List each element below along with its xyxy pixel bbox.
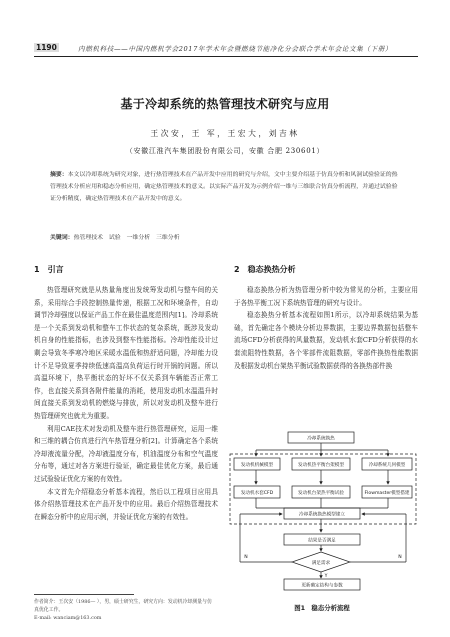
flow-text-cfd-vehicle: 发动机台架热平衡试验 [298, 491, 344, 496]
page-number: 1190 [36, 43, 57, 52]
flow-text-output: 更新确定结构与参数 [301, 583, 343, 589]
flow-text-flowmaster: Flowmaster模型搭建 [364, 491, 410, 496]
right-column [234, 284, 418, 372]
abstract [50, 170, 402, 205]
steady-paragraph: 稳态换热分析为热管理分析中较为常见的分析，主要应用于各热平衡工况下系统热管理的研究与设计。 [234, 286, 418, 307]
section-intro-title: 1 引言 [34, 265, 64, 274]
intro-paragraph: 热管理研究就是从热量角度出发统筹发动机与整车间的关系，采用综合手段控制热量传递，根据工况和环境条件，自动调节冷却强度以保证产品工作在最佳温度范围内[1]。冷却系统是一个关系到发动机和整车工作状态的复杂系统，既涉及发动机自身的性能指标，也涉及到整车性能指标。冷却性能设计过剩会导致冬季寒冷地区采暖水温低和热舒适问题，冷却能力设计不足导致夏季持续低速高温高负荷运行时开锅的问题。所以高温环境下，热平衡状态的好坏不仅关系到车辆能否正常工作，也直接关系到各附件能量的消耗，使用发动机水温温升时间直接关系到发动机的燃烧与排放，所以对发动机及整车进行热管理研究也就尤为重要。 [34, 286, 218, 420]
figure-flowchart [226, 428, 420, 600]
keywords [50, 232, 402, 241]
footnote-rule [34, 594, 134, 595]
flow-text-rad-model: 冷却系统几何模型 [368, 463, 406, 468]
paper-title: 基于冷却系统的热管理技术研究与应用 [120, 97, 330, 111]
header-rule [34, 56, 418, 57]
flow-text-task: 冷却系统换热 [307, 436, 335, 442]
keywords-text: 热管理技术 试验 一维分析 三维分析 [73, 235, 180, 241]
intro-paragraph: 本文首先介绍稳态分析基本流程，然后以工程项目应用具体介绍热管理技术在产品开发中的应用。最后介绍热管理技术在瞬态分析中的应用示例，并验证优化方案的有效性。 [34, 487, 218, 521]
footnote [34, 598, 214, 622]
flow-text-result-check: 结果是否满足 [308, 538, 336, 544]
footnote-text: 作者简介：王次安（1986— ），男，硕士研究生，研究方向：发动机冷却测量与仿真优化工作。 [34, 599, 212, 613]
intro-paragraph: 利用CAE技术对发动机及整车进行热管理研究，运用一维和三维的耦合仿真进行汽车热管理分析[2]。计算确定各个系统冷却液流量分配，冷却液温度分布，机油温度分布和空气温度分布等，通过对各方案进行验证，确定最佳优化方案，最后通过试验验证优化方案的有效性。 [34, 424, 218, 483]
footnote-email: E-mail: wanciam@163.com [34, 615, 102, 621]
steady-paragraph: 稳态换热分析基本流程如图1所示，以冷却系统结果为基础，首先确定各个模块分析边界数据，主要边界数据包括整车流场CFD分析获得的风量数据，发动机水套CFD分析获得的水套流阻特性数据，各个零部件流阻数据，零部件换热性能数据及根据发动机台架热平衡试验数据获得的各换热部件换 [234, 311, 418, 370]
keywords-label: 关键词： [50, 235, 74, 241]
section-steady-title: 2 稳态换热分析 [234, 265, 296, 274]
figure-caption: 图1 稳态分析流程 [294, 604, 350, 612]
flow-text-heat-model: 发动机热平衡台架模型 [298, 463, 344, 468]
flow-label-yes: Y [324, 574, 328, 579]
running-title: 内燃机科技——中国内燃机学会2017年学术年会暨燃烧节能净化分会联合学术年会论文集（下册） [78, 45, 393, 53]
flow-label-no-left: N [244, 555, 248, 560]
flow-text-coupling: 冷却系统换热模型建立 [299, 512, 345, 518]
abstract-text: 本文以冷却系统为研究对象，进行热管理技术在产品开发中应用的研究与介绍，文中主要介绍基于仿真分析和风洞试验验证的热管理技术分析应用和稳态分析应用，确定热管理技术的意义。以实际产品开发为示例介绍一维与三维联合仿真分析流程，并通过试验验证分析精度，确定热管理技术在产品开发中的意义。 [50, 172, 398, 202]
abstract-label: 摘要： [50, 172, 68, 178]
flow-text-satisfied: 满足需求 [311, 561, 331, 566]
paper-affiliation: （安徽江淮汽车集团股份有限公司，安徽 合肥 230601） [125, 147, 325, 155]
paper-authors: 王次安，王 军，王宏大，刘吉林 [150, 129, 300, 138]
flow-label-no-right: N [398, 555, 402, 560]
flow-text-engine-model: 发动机机械模型 [240, 463, 274, 468]
flow-text-cfd-water: 发动机水套CFD [240, 491, 274, 496]
left-column [34, 284, 218, 523]
